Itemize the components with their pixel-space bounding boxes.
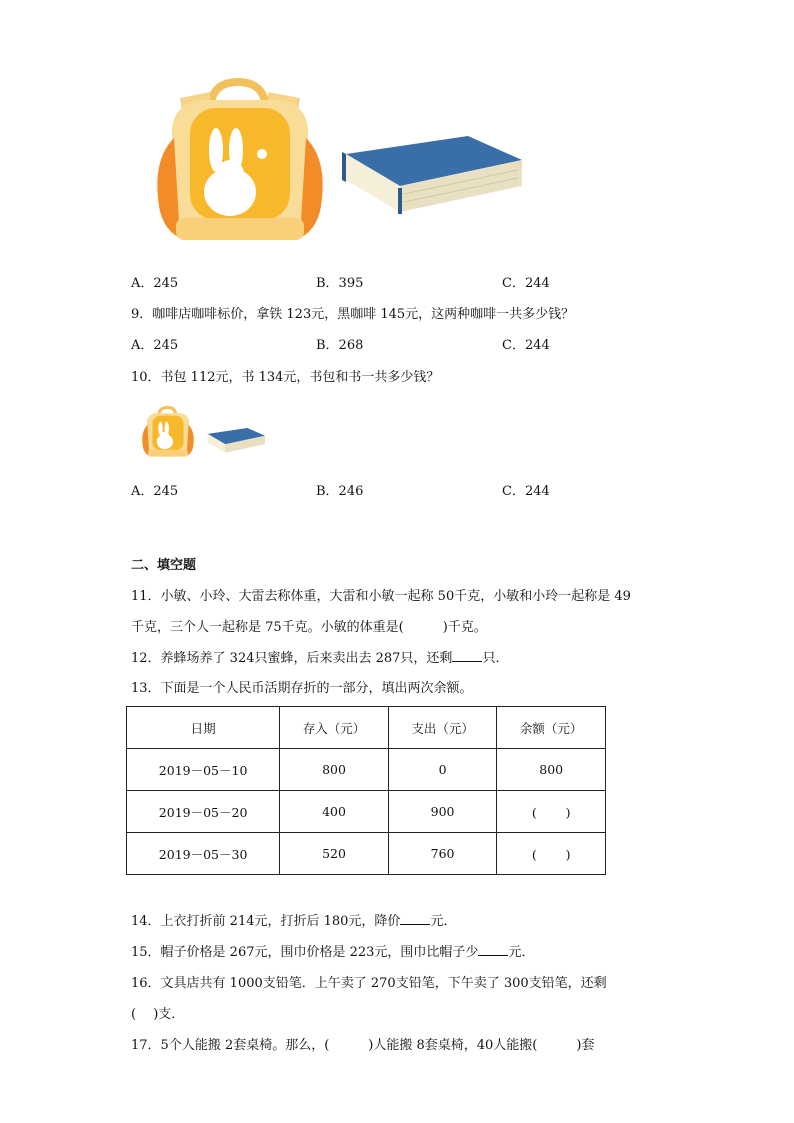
- header-deposit: 存入（元）: [280, 707, 389, 749]
- q13-text: 13．下面是一个人民币活期存折的一部分，填出两次余额。: [131, 681, 473, 696]
- q15-blank[interactable]: [478, 943, 508, 956]
- q14-blank[interactable]: [400, 912, 430, 925]
- backpack-illustration: [150, 78, 330, 250]
- table-header-row: [127, 707, 606, 749]
- table-row: [127, 833, 606, 875]
- cell-date: 2019－05－30: [127, 833, 280, 875]
- q12-before: 12．养蜂场养了 324只蜜蜂，后来卖出去 287只，还剩: [131, 651, 453, 666]
- table-row: [127, 749, 606, 791]
- header-date: 日期: [127, 707, 280, 749]
- table-row: [127, 791, 606, 833]
- q12-blank[interactable]: [452, 649, 482, 662]
- q10-text: 10．书包 112元，书 134元，书包和书一共多少钱？: [131, 370, 440, 385]
- q8-option-b: B．395: [316, 276, 364, 291]
- cell-deposit: 800: [280, 749, 389, 791]
- cell-deposit: 400: [280, 791, 389, 833]
- cell-withdrawal: 900: [388, 791, 497, 833]
- cell-date: 2019－05－10: [127, 749, 280, 791]
- q16-line2: ( )支．: [131, 1007, 185, 1022]
- q11-line1: 11．小敏、小玲、大雷去称体重，大雷和小敏一起称 50千克，小敏和小玲一起称是 49: [131, 589, 631, 604]
- q9-option-c: C．244: [502, 338, 550, 353]
- q10-option-a: A．245: [131, 484, 179, 499]
- cell-balance: 800: [497, 749, 606, 791]
- q10-option-b: B．246: [316, 484, 364, 499]
- q12-text: [131, 649, 508, 669]
- cell-withdrawal: 760: [388, 833, 497, 875]
- q12-after: 只．: [482, 651, 509, 666]
- q14-after: 元．: [430, 914, 457, 929]
- book-illustration: [340, 130, 526, 216]
- cell-date: 2019－05－20: [127, 791, 280, 833]
- q9-option-a: A．245: [131, 338, 179, 353]
- book-small-illustration: [205, 426, 267, 454]
- q9-text: 9．咖啡店咖啡标价，拿铁 123元，黑咖啡 145元，这两种咖啡一共多少钱？: [131, 307, 575, 322]
- q8-option-c: C．244: [502, 276, 550, 291]
- q8-option-a: A．245: [131, 276, 179, 291]
- q16-line1: 16．文具店共有 1000支铅笔．上午卖了 270支铅笔，下午卖了 300支铅笔，还剩: [131, 976, 607, 991]
- q9-option-b: B．268: [316, 338, 364, 353]
- backpack-small-illustration: [140, 402, 196, 464]
- cell-deposit: 520: [280, 833, 389, 875]
- q10-option-c: C．244: [502, 484, 550, 499]
- header-withdrawal: 支出（元）: [388, 707, 497, 749]
- passbook-table: [126, 706, 606, 875]
- q11-line2: 千克，三个人一起称是 75千克。小敏的体重是( )千克。: [131, 620, 487, 635]
- cell-withdrawal: 0: [388, 749, 497, 791]
- header-balance: 余额（元）: [497, 707, 606, 749]
- q15-after: 元．: [508, 945, 535, 960]
- q15-text: [131, 943, 534, 963]
- cell-balance-blank[interactable]: ( ): [497, 791, 606, 833]
- q17-text: 17．5个人能搬 2套桌椅。那么，( )人能搬 8套桌椅，40人能搬( )套: [131, 1038, 595, 1053]
- q14-before: 14．上衣打折前 214元，打折后 180元，降价: [131, 914, 401, 929]
- q15-before: 15．帽子价格是 267元，围巾价格是 223元，围巾比帽子少: [131, 945, 479, 960]
- cell-balance-blank[interactable]: ( ): [497, 833, 606, 875]
- section-title: 二、填空题: [131, 558, 197, 573]
- q14-text: [131, 912, 456, 932]
